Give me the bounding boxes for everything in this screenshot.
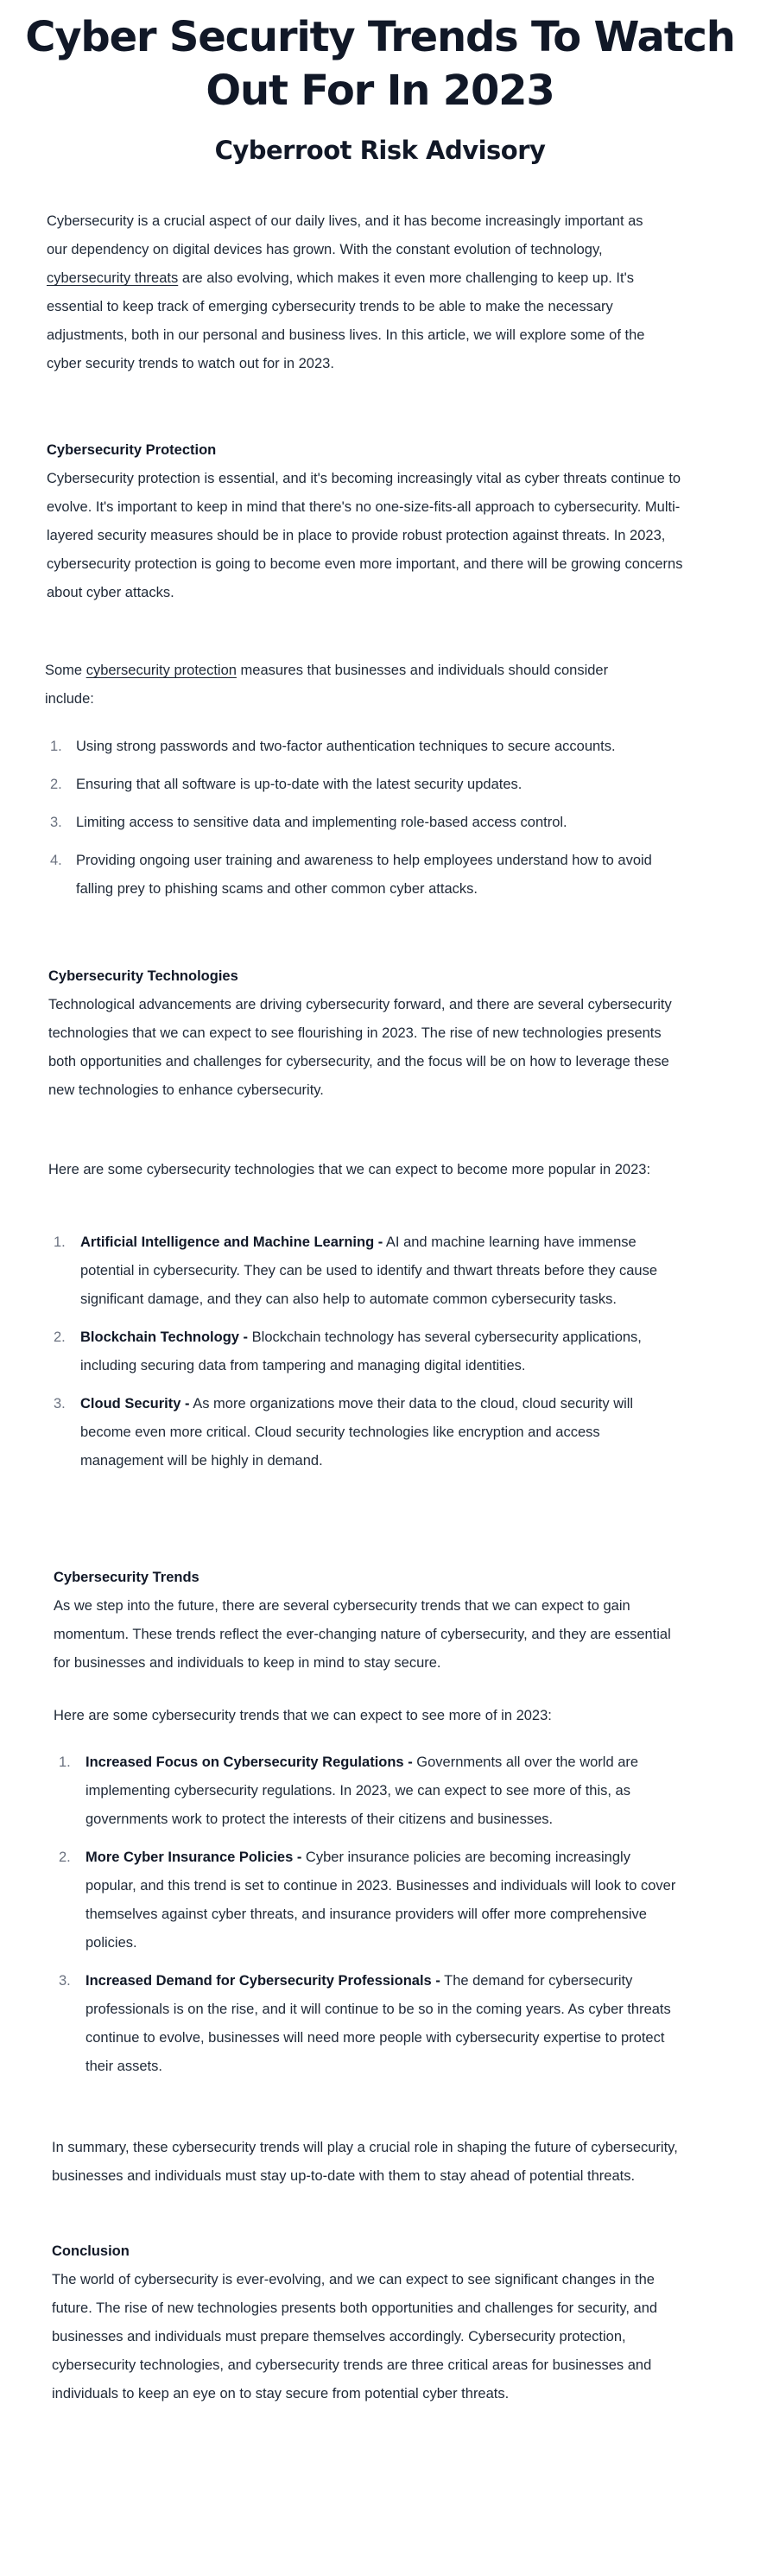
list-item	[50, 809, 672, 837]
intro-text-after-link: are also evolving, which makes it even more challenging to keep up. It's essential to keep track of emerging cybersecurity trends to be able to make the necessary adjustments, both in our personal and business lives. In this article, we will explore some of the cyber security trends to watch out for in 2023.	[47, 270, 645, 371]
list-item-text: Using strong passwords and two-factor authentication techniques to secure accounts.	[76, 739, 616, 754]
trends-heading: Cybersecurity Trends	[54, 1570, 200, 1585]
protection-heading: Cybersecurity Protection	[47, 442, 217, 458]
protection-section	[47, 436, 690, 607]
technologies-lead	[48, 1156, 653, 1184]
list-item	[54, 1390, 684, 1475]
list-item-title: Increased Focus on Cybersecurity Regulations -	[86, 1754, 413, 1770]
list-item-text: Ensuring that all software is up-to-date with the latest security updates.	[76, 777, 522, 792]
list-item-text: Cyber insurance policies are becoming increasingly popular, and this trend is set to continue in 2023. Businesses and individuals will look to cover themselves against cyber threats, and insurance providers will offer more comprehensive policies.	[86, 1850, 676, 1951]
list-item-text: Governments all over the world are implementing cybersecurity regulations. In 2023, we can expect to see more of this, as governments work to protect the interests of their citizens and businesses.	[86, 1754, 639, 1827]
page-subtitle: Cyberroot Risk Advisory	[214, 136, 546, 165]
trends-body: As we step into the future, there are several cybersecurity trends that we can expect to gain momentum. These trends reflect the ever-changing nature of cybersecurity, and they are essential for businesses and individuals to keep in mind to stay secure.	[54, 1598, 671, 1671]
cybersecurity-threats-link[interactable]: cybersecurity threats	[47, 270, 179, 286]
intro-paragraph	[47, 207, 662, 378]
list-item	[59, 1967, 681, 2081]
protection-body: Cybersecurity protection is essential, and it's becoming increasingly vital as cyber threats continue to evolve. It's important to keep in mind that there's no one-size-fits-all approach to cybersecurity. Multi-layered security measures should be in place to provide robust protection against threats. In 2023, cybersecurity protection is going to become even more important, and there will be growing concerns about cyber attacks.	[47, 471, 683, 600]
trends-summary-paragraph: In summary, these cybersecurity trends will play a crucial role in shaping the future of cybersecurity, businesses and individuals must stay up-to-date with them to stay ahead of potential threats.	[52, 2140, 678, 2184]
list-item-title: Artificial Intelligence and Machine Learning -	[80, 1234, 383, 1250]
trends-lead	[54, 1702, 688, 1730]
list-item-number: 4.	[50, 853, 62, 868]
list-item-number: 3.	[59, 1973, 71, 1989]
conclusion-section	[52, 2237, 695, 2408]
list-item-number: 2.	[50, 777, 62, 792]
list-item-title: Increased Demand for Cybersecurity Professionals -	[86, 1973, 440, 1989]
list-item	[50, 733, 672, 761]
list-item	[59, 1843, 681, 1957]
list-item	[54, 1228, 684, 1314]
list-item	[50, 771, 672, 799]
list-item-text: The demand for cybersecurity professionals is on the rise, and it will continue to be so in the coming years. As cyber threats continue to evolve, businesses will need more people with cybersecurity expertise to protect their assets.	[86, 1973, 671, 2074]
list-item-text: Limiting access to sensitive data and implementing role-based access control.	[76, 815, 567, 830]
cybersecurity-protection-link[interactable]: cybersecurity protection	[86, 663, 237, 678]
technologies-lead-paragraph: Here are some cybersecurity technologies that we can expect to become more popular in 2023:	[48, 1162, 651, 1177]
technologies-body: Technological advancements are driving cybersecurity forward, and there are several cybersecurity technologies that we can expect to see flourishing in 2023. The rise of new technologies presents both opportunities and challenges for cybersecurity, and the focus will be on how to leverage these new technologies to enhance cybersecurity.	[48, 997, 672, 1098]
conclusion-heading: Conclusion	[52, 2243, 130, 2259]
list-item-number: 2.	[54, 1329, 66, 1345]
list-item-number: 3.	[50, 815, 62, 830]
list-item	[50, 847, 672, 904]
trends-summary	[52, 2134, 691, 2191]
page-title-line-2: Out For In 2023	[206, 67, 554, 115]
trends-list	[59, 1748, 681, 2081]
list-item-number: 3.	[54, 1396, 66, 1412]
trends-lead-paragraph: Here are some cybersecurity trends that we can expect to see more of in 2023:	[54, 1708, 552, 1723]
protection-lead-paragraph	[45, 657, 660, 714]
protection-lead-before: Some	[45, 663, 86, 678]
protection-lead-after: measures that businesses and individuals should consider include:	[45, 663, 609, 707]
page-title	[0, 0, 760, 117]
list-item-number: 2.	[59, 1850, 71, 1865]
trends-list-wrap	[59, 1748, 681, 2091]
technologies-list-wrap	[54, 1228, 684, 1485]
list-item-text: Blockchain technology has several cybersecurity applications, including securing data from tampering and managing digital identities.	[80, 1329, 642, 1374]
intro-section	[47, 207, 662, 378]
technologies-heading: Cybersecurity Technologies	[48, 968, 238, 984]
list-item-text: As more organizations move their data to the cloud, cloud security will become even more critical. Cloud security technologies like encryption and access management will be highly in demand.	[80, 1396, 634, 1469]
list-item-number: 1.	[54, 1234, 66, 1250]
protection-list	[50, 733, 672, 904]
list-item-number: 1.	[50, 739, 62, 754]
trends-section	[54, 1564, 688, 1678]
list-item	[59, 1748, 681, 1834]
technologies-section	[48, 962, 683, 1105]
intro-text-before-link: Cybersecurity is a crucial aspect of our daily lives, and it has become increasingly important as our dependency on digital devices has grown. With the constant evolution of technology,	[47, 213, 643, 257]
technologies-list	[54, 1228, 684, 1475]
list-item-title: Cloud Security -	[80, 1396, 190, 1412]
list-item-title: More Cyber Insurance Policies -	[86, 1850, 302, 1865]
list-item	[54, 1323, 684, 1380]
protection-lead	[45, 657, 660, 714]
page-title-line-1: Cyber Security Trends To Watch	[25, 13, 735, 61]
list-item-text: AI and machine learning have immense potential in cybersecurity. They can be used to identify and thwart threats before they cause significant damage, and they can also help to automate common cybersecurity tasks.	[80, 1234, 658, 1307]
protection-list-wrap	[50, 733, 672, 913]
list-item-title: Blockchain Technology -	[80, 1329, 249, 1345]
conclusion-body: The world of cybersecurity is ever-evolving, and we can expect to see significant changes in the future. The rise of new technologies presents both opportunities and challenges for security, and businesses and individuals must prepare themselves accordingly. Cybersecurity protection, cybersecurity technologies, and cybersecurity trends are three critical areas for businesses and individuals to keep an eye on to stay secure from potential cyber threats.	[52, 2272, 658, 2402]
list-item-number: 1.	[59, 1754, 71, 1770]
list-item-text: Providing ongoing user training and awareness to help employees understand how to avoid falling prey to phishing scams and other common cyber attacks.	[76, 853, 652, 897]
